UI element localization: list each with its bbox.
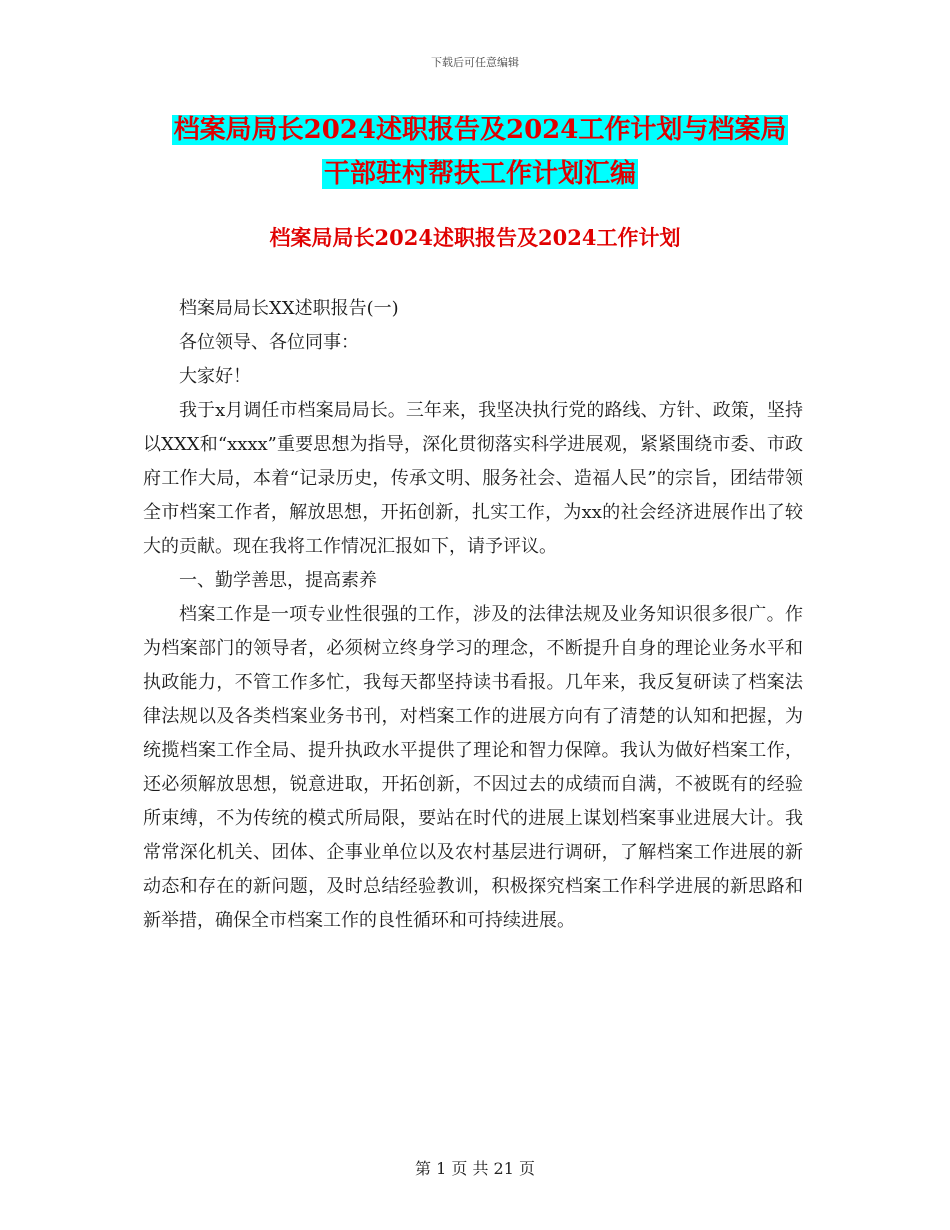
page-number: 第 1 页 共 21 页 [415,1159,535,1178]
section-heading-1: 一、勤学善思，提高素养 [179,570,377,591]
section-title: 档案局局长2024述职报告及2024工作计划 [269,225,681,250]
title-line-2: 干部驻村帮扶工作计划汇编 [323,159,636,189]
document-main-title [150,108,810,196]
report-heading: 档案局局长XX述职报告(一) [179,298,399,319]
salutation: 各位领导、各位同事： [179,332,359,353]
title-line-1: 档案局局长2024述职报告及2024工作计划与档案局 [173,115,787,145]
document-body [143,292,803,938]
section-paragraph-1: 档案工作是一项专业性很强的工作，涉及的法律法规及业务知识很多很广。作为档案部门的领导者，必须树立终身学习的理念，不断提升自身的理论业务水平和执政能力，不管工作多忙，我每天都坚持读书看报。几年来，我反复研读了档案法律法规以及各类档案业务书刊，对档案工作的进展方向有了清楚的认知和把握，为统揽档案工作全局、提升执政水平提供了理论和智力保障。我认为做好档案工作，还必须解放思想，锐意进取，开拓创新，不因过去的成绩而自满，不被既有的经验所束缚，不为传统的模式所局限，要站在时代的进展上谋划档案事业进展大计。我常常深化机关、团体、企事业单位以及农村基层进行调研，了解档案工作进展的新动态和存在的新问题，及时总结经验教训，积极探究档案工作科学进展的新思路和新举措，确保全市档案工作的良性循环和可持续进展。 [143,604,803,931]
intro-paragraph: 我于x月调任市档案局局长。三年来，我坚决执行党的路线、方针、政策，坚持以XXX和“xxxx”重要思想为指导，深化贯彻落实科学进展观，紧紧围绕市委、市政府工作大局，本着“记录历史，传承文明、服务社会、造福人民”的宗旨，团结带领全市档案工作者，解放思想，开拓创新，扎实工作，为xx的社会经济进展作出了较大的贡献。现在我将工作情况汇报如下，请予评议。 [143,400,803,557]
download-note: 下载后可任意编辑 [431,56,519,69]
greeting: 大家好！ [179,366,251,387]
